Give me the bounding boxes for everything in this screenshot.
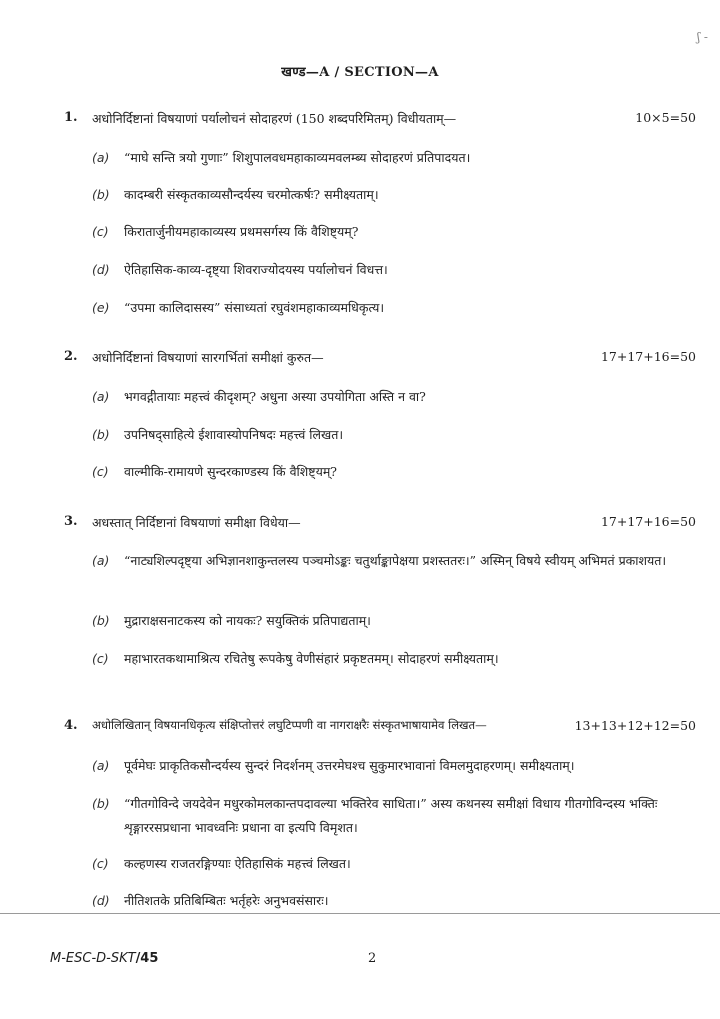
sub-label: (d)	[92, 893, 110, 908]
paper-code-number: /45	[135, 951, 159, 966]
question-text: अधोनिर्दिष्टानां विषयाणां पर्यालोचनं सोदाहरणं (150 शब्दपरिमितम्) विधीयताम्—	[92, 111, 457, 126]
sub-text: “नाट्यशिल्पदृष्ट्या अभिज्ञानशाकुन्तलस्य पञ्चमोऽङ्कः चतुर्थाङ्कापेक्षया प्रशस्ततरः।” अस्मिन् विषये स्वीयम् अभिमतं प्रकाशयत।	[124, 553, 667, 568]
sub-text: पूर्वमेघः प्राकृतिकसौन्दर्यस्य सुन्दरं निदर्शनम् उत्तरमेघश्च सुकुमारभावानां विमलमुदाहरणम्। समीक्ष्यताम्।	[124, 758, 575, 773]
page-number: 2	[368, 951, 377, 966]
sub-text: ऐतिहासिक-काव्य-दृष्ट्या शिवराज्योदयस्य पर्यालोचनं विधत्त।	[124, 262, 388, 277]
sub-text: वाल्मीकि-रामायणे सुन्दरकाण्डस्य किं वैशिष्ट्यम्?	[124, 464, 337, 479]
question-text: अधस्तात् निर्दिष्टानां विषयाणां समीक्षा विधेया—	[92, 515, 301, 530]
sub-text: “गीतगोविन्दे जयदेवेन मधुरकोमलकान्तपदावल्या भक्तिरेव साधिता।” अस्य कथनस्य समीक्षां विधाय गीतगोविन्दस्य भक्तिः शृङ्गाररसप्रधाना भावध्वनिः प्रधाना वा इत्यपि विमृशत।	[124, 796, 658, 835]
sub-label: (c)	[92, 464, 109, 479]
sub-text: कादम्बरी संस्कृतकाव्यसौन्दर्यस्य चरमोत्कर्षः? समीक्ष्यताम्।	[124, 187, 379, 202]
sub-label: (d)	[92, 262, 110, 277]
section-title: खण्ड—A / SECTION—A	[281, 65, 439, 80]
paper-code-italic: M-ESC-D-SKT	[50, 951, 136, 966]
question-4	[0, 718, 720, 740]
question-number: 2.	[64, 349, 78, 364]
question-marks: 10×5=50	[635, 110, 696, 125]
question-marks: 17+17+16=50	[600, 514, 696, 529]
sub-label: (e)	[92, 300, 110, 315]
sub-label: (a)	[92, 389, 110, 404]
sub-label: (a)	[92, 150, 110, 165]
sub-label: (c)	[92, 856, 109, 871]
question-text: अधोनिर्दिष्टानां विषयाणां सारगर्भितां समीक्षां कुरुत—	[92, 350, 324, 365]
question-marks: 17+17+16=50	[600, 349, 696, 364]
sub-text: “उपमा कालिदासस्य” संसाध्यतां रघुवंशमहाकाव्यमधिकृत्य।	[124, 300, 385, 315]
sub-text: नीतिशतके प्रतिबिम्बितः भर्तृहरेः अनुभवसंसारः।	[124, 893, 329, 908]
sub-label: (a)	[92, 553, 110, 568]
corner-mark: ʃ -	[696, 30, 708, 44]
sub-label: (b)	[92, 796, 110, 811]
sub-label: (c)	[92, 651, 109, 666]
question-text: अधोलिखितान् विषयानधिकृत्य संक्षिप्तोत्तरं लघुटिप्पणी वा नागराक्षरैः संस्कृतभाषायामेव लिखत—	[92, 718, 487, 732]
footer-divider	[0, 913, 720, 914]
question-number: 1.	[64, 110, 78, 125]
sub-text: महाभारतकथामाश्रित्य रचितेषु रूपकेषु वेणीसंहारं प्रकृष्टतमम्। सोदाहरणं समीक्ष्यताम्।	[124, 651, 499, 666]
question-2	[0, 349, 720, 371]
sub-text: मुद्राराक्षसनाटकस्य को नायकः? सयुक्तिकं प्रतिपाद्यताम्।	[124, 613, 371, 628]
sub-text: “माघे सन्ति त्रयो गुणाः” शिशुपालवधमहाकाव्यमवलम्ब्य सोदाहरणं प्रतिपादयत।	[124, 150, 471, 165]
question-1	[0, 110, 720, 132]
sub-text: किरातार्जुनीयमहाकाव्यस्य प्रथमसर्गस्य किं वैशिष्ट्यम्?	[124, 224, 359, 239]
sub-label: (b)	[92, 187, 110, 202]
sub-label: (b)	[92, 613, 110, 628]
sub-text: उपनिषद्साहित्ये ईशावास्योपनिषदः महत्त्वं लिखत।	[124, 427, 344, 442]
question-number: 3.	[64, 514, 78, 529]
sub-label: (b)	[92, 427, 110, 442]
question-3	[0, 514, 720, 536]
paper-code	[50, 951, 158, 966]
sub-label: (a)	[92, 758, 110, 773]
question-marks: 13+13+12+12=50	[574, 718, 696, 733]
sub-text: भगवद्गीतायाः महत्त्वं कीदृशम्? अधुना अस्या उपयोगिता अस्ति न वा?	[124, 389, 426, 404]
sub-label: (c)	[92, 224, 109, 239]
sub-text: कल्हणस्य राजतरङ्गिण्याः ऐतिहासिकं महत्त्वं लिखत।	[124, 856, 351, 871]
question-number: 4.	[64, 718, 78, 733]
